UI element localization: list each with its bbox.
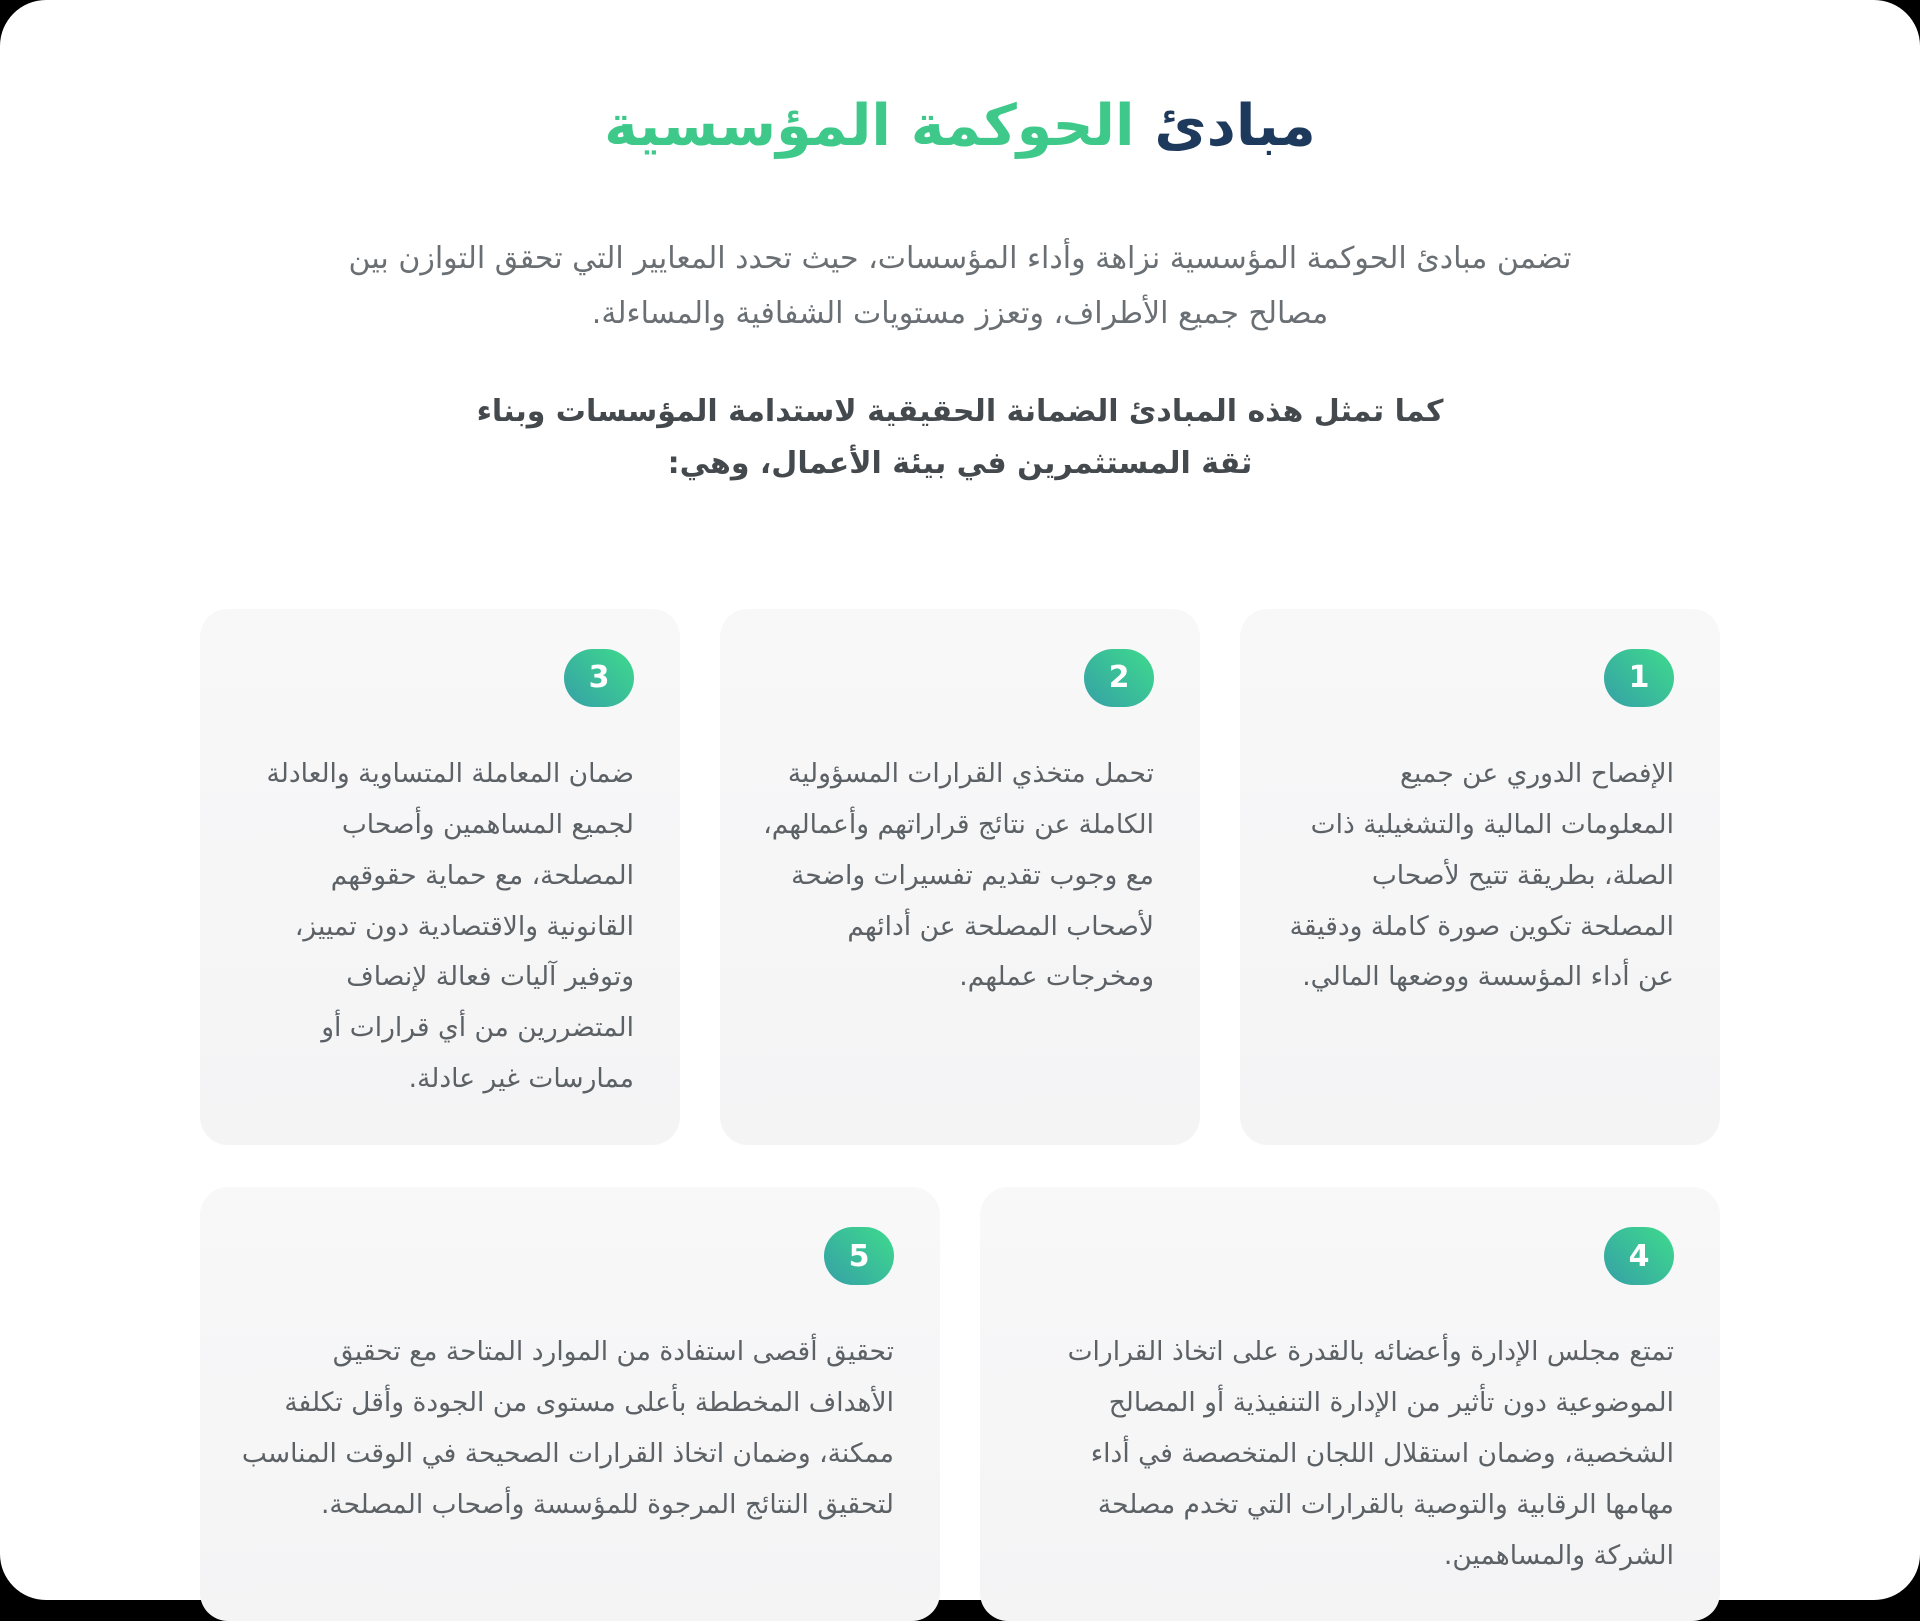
principle-text-3: ضمان المعاملة المتساوية والعادلة لجميع المساهمين وأصحاب المصلحة، مع حماية حقوقهم القانونية والاقتصادية دون تمييز، وتوفير آليات فعالة لإنصاف المتضررين من أي قرارات أو ممارسات غير عادلة.	[266, 757, 634, 1095]
principle-card-4	[980, 1187, 1720, 1621]
page-title	[0, 88, 1920, 165]
principle-number-badge-3: 3	[564, 649, 634, 707]
intro-paragraph-1: تضمن مبادئ الحوكمة المؤسسية نزاهة وأداء المؤسسات، حيث تحدد المعايير التي تحقق التوازن بين مصالح جميع الأطراف، وتعزز مستويات الشفافية والمساءلة.	[348, 240, 1572, 332]
principle-number-badge-2: 2	[1084, 649, 1154, 707]
principle-card-1	[1240, 609, 1720, 1145]
principle-text-4: تمتع مجلس الإدارة وأعضائه بالقدرة على اتخاذ القرارات الموضوعية دون تأثير من الإدارة التنفيذية أو المصالح الشخصية، وضمان استقلال اللجان المتخصصة في أداء مهامها الرقابية والتوصية بالقرارات التي تخدم مصلحة الشركة والمساهمين.	[1067, 1336, 1674, 1571]
principle-number-badge-1: 1	[1604, 649, 1674, 707]
principle-number-badge-4: 4	[1604, 1227, 1674, 1285]
principle-card-3	[200, 609, 680, 1145]
title-word-primary: مبادئ	[1154, 93, 1316, 159]
principles-row-top	[200, 609, 1720, 1145]
principles-row-bottom	[200, 1187, 1720, 1621]
principles-grid	[200, 609, 1720, 1621]
principle-text-2: تحمل متخذي القرارات المسؤولية الكاملة عن نتائج قراراتهم وأعمالهم، مع وجوب تقديم تفسيرات واضحة لأصحاب المصلحة عن أدائهم ومخرجات عملهم.	[763, 757, 1154, 993]
intro-paragraph-2: كما تمثل هذه المبادئ الضمانة الحقيقية لاستدامة المؤسسات وبناء ثقة المستثمرين في بيئة الأعمال، وهي:	[476, 393, 1444, 482]
principle-card-5	[200, 1187, 940, 1621]
principle-number-badge-5: 5	[824, 1227, 894, 1285]
principle-text-5: تحقيق أقصى استفادة من الموارد المتاحة مع تحقيق الأهداف المخططة بأعلى مستوى من الجودة وأقل تكلفة ممكنة، وضمان اتخاذ القرارات الصحيحة في الوقت المناسب لتحقيق النتائج المرجوة للمؤسسة وأصحاب المصلحة.	[241, 1336, 894, 1520]
principle-text-1: الإفصاح الدوري عن جميع المعلومات المالية والتشغيلية ذات الصلة، بطريقة تتيح لأصحاب المصلحة تكوين صورة كاملة ودقيقة عن أداء المؤسسة ووضعها المالي.	[1289, 757, 1674, 993]
title-word-accent: الحوكمة المؤسسية	[604, 93, 1135, 159]
principle-card-2	[720, 609, 1200, 1145]
